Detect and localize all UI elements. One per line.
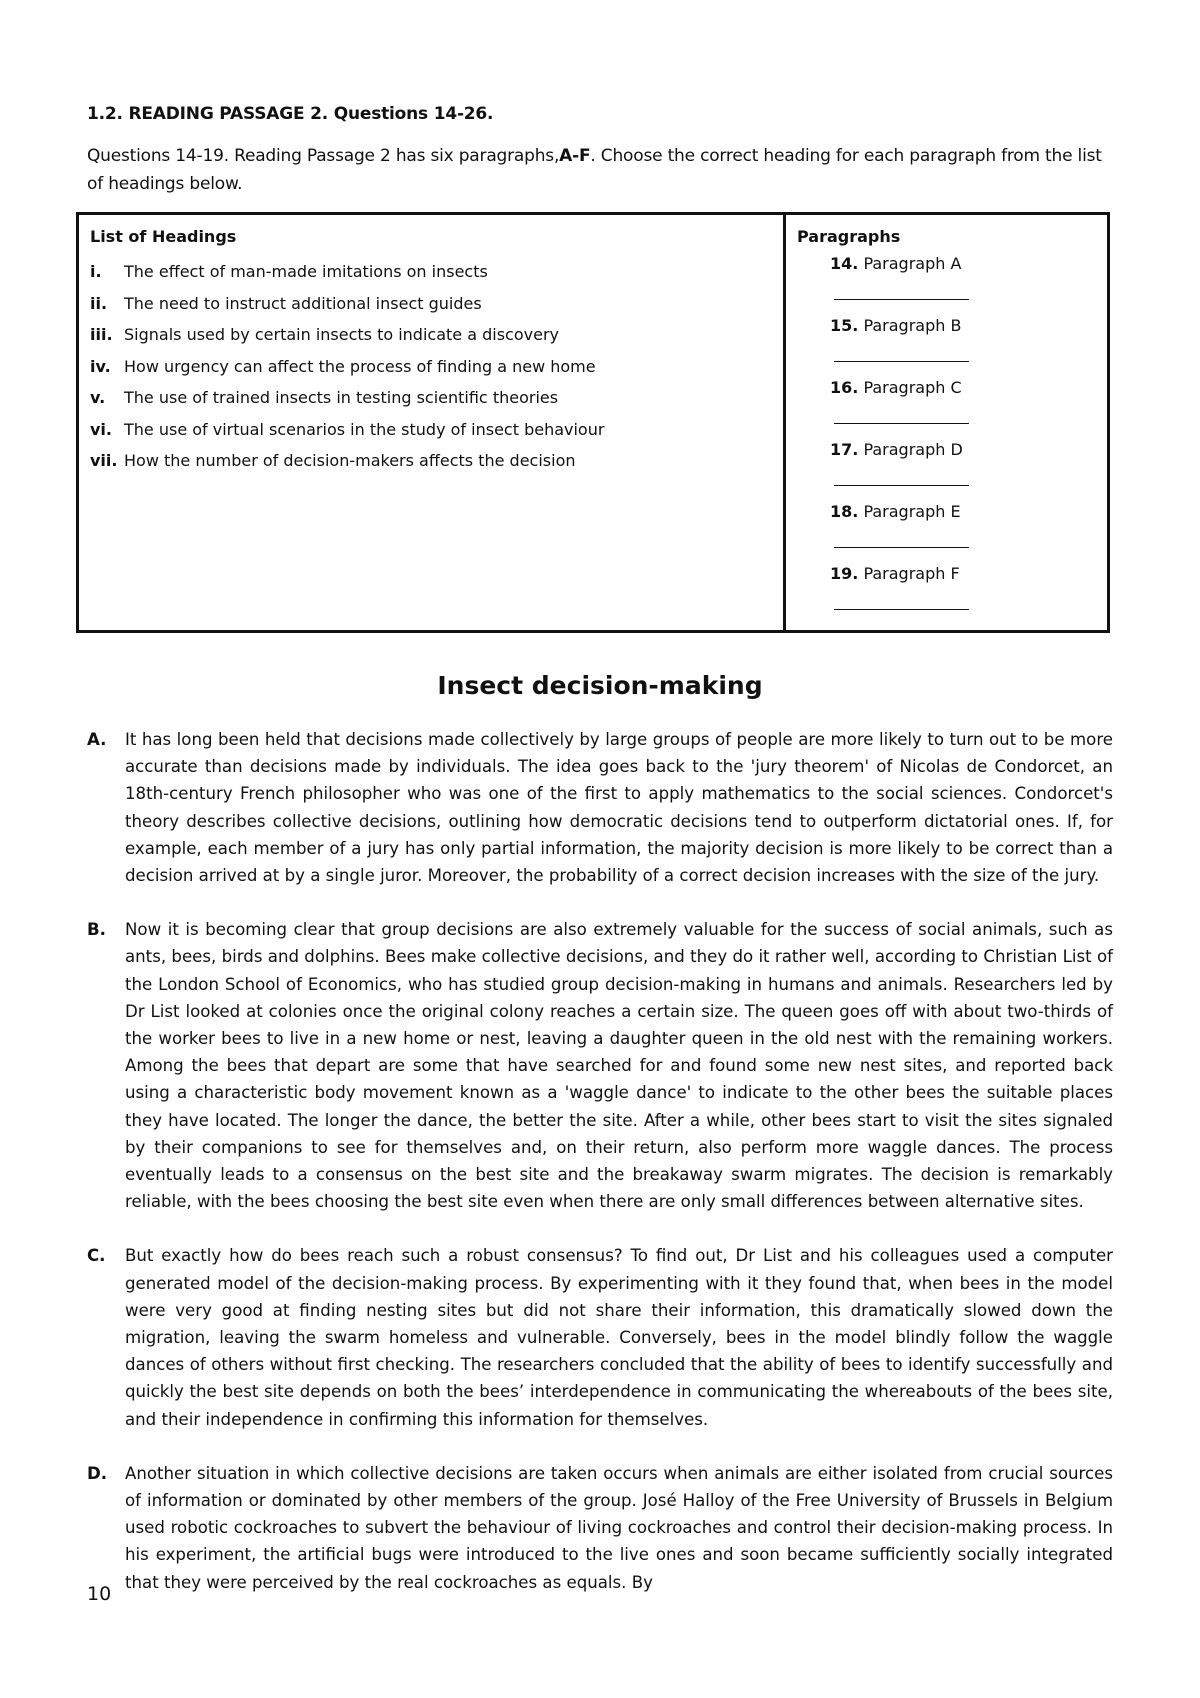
- paragraphs-questions: [785, 214, 1109, 632]
- heading-item: [90, 288, 772, 320]
- instructions-text-pre: Questions 14-19. Reading Passage 2 has six paragraphs,: [87, 146, 560, 166]
- heading-numeral: iii.: [90, 325, 113, 344]
- list-of-headings: [78, 214, 785, 632]
- article-paragraph: [87, 726, 1113, 889]
- paragraph-text: Now it is becoming clear that group decisions are also extremely valuable for the success of social animals, such as ants, bees, birds and dolphins. Bees make collective decisions, and they do it rather well, according to Christian List of the London School of Economics, who has studied group decision-making in humans and animals. Researchers led by Dr List looked at colonies once the original colony reaches a certain size. The queen goes off with about two-thirds of the worker bees to live in a new home or nest, leaving a daughter queen in the old nest with the remaining workers. Among the bees that depart are some that have searched for and found some new nest sites, and reported back using a characteristic body movement known as a 'waggle dance' to indicate to the other bees the suitable places they have located. The longer the dance, the better the site. After a while, other bees start to visit the sites signaled by their companions to see for themselves and, on their return, also perform more waggle dances. The process eventually leads to a consensus on the best site and the breakaway swarm migrates. The decision is remarkably reliable, with the bees choosing the best site even when there are only small differences between alternative sites.: [125, 920, 1113, 1212]
- question-item: [797, 434, 1096, 496]
- paragraph-text: It has long been held that decisions made collectively by large groups of people are more likely to turn out to be more accurate than decisions made by individuals. The idea goes back to the 'jury theorem' of Nicolas de Condorcet, an 18th-century French philosopher who was one of the first to apply mathematics to the social sciences. Condorcet's theory describes collective decisions, outlining how democratic decisions tend to outperform dictatorial ones. If, for example, each member of a jury has only partial information, the majority decision is more likely to be correct than a decision arrived at by a single juror. Moreover, the probability of a correct decision increases with the size of the jury.: [125, 730, 1113, 886]
- question-list: [797, 248, 1096, 620]
- paragraph-letter: B.: [87, 920, 106, 940]
- heading-item: [90, 382, 772, 414]
- question-label: Paragraph E: [863, 502, 961, 521]
- paragraph-text: Another situation in which collective decisions are taken occurs when animals are either isolated from crucial sources of information or dominated by other members of the group. José Halloy of the Free University of Brussels in Belgium used robotic cockroaches to subvert the behaviour of living cockroaches and control their decision-making process. In his experiment, the artificial bugs were introduced to the live ones and soon became sufficiently socially integrated that they were perceived by the real cockroaches as equals. By: [125, 1463, 1113, 1592]
- page-number: 10: [87, 1583, 112, 1605]
- heading-text: The use of trained insects in testing scientific theories: [124, 388, 559, 407]
- heading-numeral: i.: [90, 262, 102, 281]
- question-number: 14.: [830, 254, 859, 273]
- instructions: [87, 142, 1113, 198]
- answer-blank[interactable]: [834, 469, 969, 486]
- answer-blank[interactable]: [834, 593, 969, 610]
- heading-item: [90, 319, 772, 351]
- heading-text: How urgency can affect the process of finding a new home: [124, 356, 596, 376]
- question-number: 16.: [830, 378, 859, 397]
- article-body: [87, 726, 1113, 1596]
- answer-blank[interactable]: [834, 283, 969, 300]
- instructions-range: A-F: [559, 146, 591, 166]
- question-label: Paragraph F: [863, 564, 960, 583]
- heading-item: [90, 445, 772, 477]
- question-label: Paragraph B: [863, 316, 962, 335]
- section-title: 1.2. READING PASSAGE 2. Questions 14-26.: [87, 104, 494, 124]
- question-label: Paragraph A: [863, 254, 962, 273]
- heading-text: The use of virtual scenarios in the study of insect behaviour: [124, 419, 605, 439]
- heading-text: How the number of decision-makers affects the decision: [124, 451, 576, 470]
- question-label: Paragraph C: [863, 378, 962, 397]
- heading-numeral: v.: [90, 388, 106, 407]
- article-title: Insect decision-making: [437, 671, 763, 700]
- question-item: [797, 248, 1096, 310]
- article-paragraph: [87, 1242, 1113, 1432]
- heading-list: [90, 256, 772, 477]
- heading-item: [90, 351, 772, 383]
- question-number: 17.: [830, 440, 859, 459]
- question-number: 18.: [830, 502, 859, 521]
- paragraph-text: But exactly how do bees reach such a robust consensus? To find out, Dr List and his colleagues used a computer generated model of the decision-making process. By experimenting with it they found that, when bees in the model were very good at finding nesting sites but did not share their information, this dramatically slowed down the migration, leaving the swarm homeless and vulnerable. Conversely, bees in the model blindly follow the waggle dances of others without first checking. The researchers concluded that the ability of bees to identify successfully and quickly the best site depends on both the bees’ interdependence in communicating the whereabouts of the bees site, and their independence in confirming this information for themselves.: [125, 1246, 1113, 1429]
- heading-text: The effect of man-made imitations on insects: [124, 262, 488, 281]
- answer-blank[interactable]: [834, 345, 969, 362]
- answer-blank[interactable]: [834, 407, 969, 424]
- document-page: [87, 104, 1113, 1623]
- question-item: [797, 496, 1096, 558]
- heading-text: The need to instruct additional insect guides: [124, 293, 482, 313]
- question-number: 19.: [830, 564, 859, 583]
- heading-text: Signals used by certain insects to indicate a discovery: [124, 325, 559, 344]
- heading-item: [90, 256, 772, 288]
- paragraph-letter: C.: [87, 1246, 106, 1266]
- headings-table: [76, 212, 1110, 633]
- list-of-headings-title: List of Headings: [90, 227, 237, 246]
- article-paragraph: [87, 916, 1113, 1215]
- question-label: Paragraph D: [863, 440, 963, 459]
- heading-numeral: ii.: [90, 293, 108, 313]
- question-item: [797, 310, 1096, 372]
- heading-item: [90, 414, 772, 446]
- heading-numeral: vii.: [90, 451, 118, 470]
- question-item: [797, 558, 1096, 620]
- question-item: [797, 372, 1096, 434]
- heading-numeral: iv.: [90, 356, 111, 376]
- paragraphs-title: Paragraphs: [797, 227, 901, 246]
- paragraph-letter: D.: [87, 1463, 108, 1483]
- paragraph-letter: A.: [87, 730, 107, 749]
- article-paragraph: [87, 1460, 1113, 1596]
- answer-blank[interactable]: [834, 531, 969, 548]
- heading-numeral: vi.: [90, 419, 112, 439]
- instructions-text-post: . Choose the correct heading for each paragraph from the list of headings below.: [87, 146, 1102, 194]
- question-number: 15.: [830, 316, 859, 335]
